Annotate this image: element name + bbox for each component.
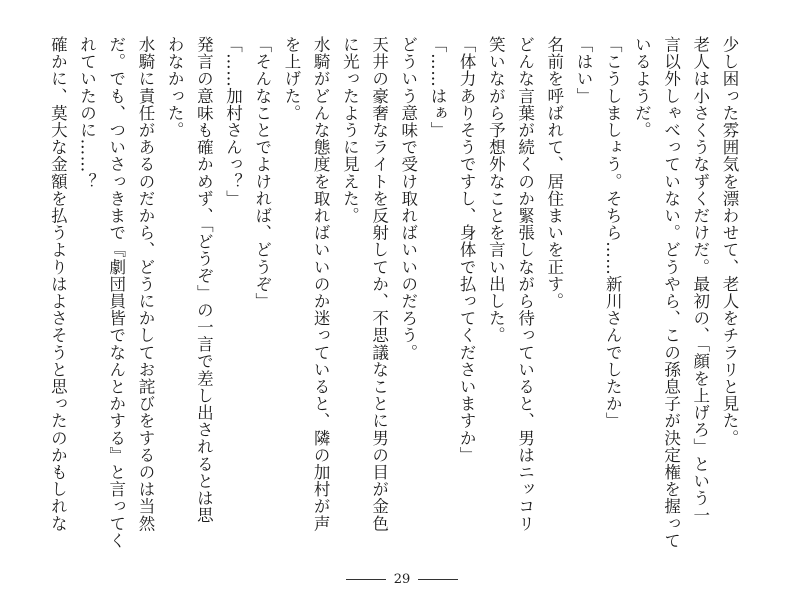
text-line: れていたのに……？: [77, 36, 97, 190]
text-line: 水騎に責任があるのだから、どうにかしてお詫びをするのは当然: [135, 36, 155, 532]
text-line: 「こうしましょう。そちら……新川さんでしたか」: [603, 36, 623, 430]
text-line: 天井の豪奢なライトを反射してか、不思議なことに男の目が金色: [369, 36, 389, 532]
text-line: だ。でも、ついさっきまで『劇団員皆でなんとかする』と言ってく: [106, 36, 126, 549]
vertical-text-body: [48, 36, 744, 556]
page-footer: [0, 572, 804, 587]
text-line: 「そんなことでよければ、どうぞ」: [252, 36, 272, 310]
text-line: 少し困った雰囲気を漂わせて、老人をチラリと見た。: [720, 36, 739, 447]
footer-rule-left: [346, 579, 386, 580]
text-line: 「はい」: [573, 36, 593, 105]
text-line: 発言の意味も確かめず、「どうぞ」の一言で差し出されるとは思: [194, 36, 214, 524]
text-line: わなかった。: [165, 36, 185, 139]
text-line: 「体力ありそうですし、身体で払ってくださいますか」: [457, 36, 477, 464]
text-line: 「……加村さんっ？」: [223, 36, 243, 207]
page-number: 29: [393, 572, 411, 587]
text-line: どういう意味で受け取ればいいのだろう。: [398, 36, 418, 361]
text-line: 水騎がどんな態度を取ればいいのか迷っていると、隣の加村が声: [311, 36, 331, 532]
footer-rule-right: [418, 579, 458, 580]
text-line: 老人は小さくうなずくだけだ。最初の、「顔を上げろ」という一: [690, 36, 710, 524]
text-line: どんな言葉が続くのか緊張しながら待っていると、男はニッコリ: [515, 36, 535, 532]
text-line: 名前を呼ばれて、居住まいを正す。: [544, 36, 564, 310]
text-line: 確かに、莫大な金額を払うよりはよさそうと思ったのかもしれな: [48, 36, 68, 532]
text-line: 笑いながら予想外なことを言い出した。: [486, 36, 506, 344]
text-line: いるようだ。: [632, 36, 652, 139]
text-line: を上げた。: [281, 36, 301, 122]
text-line: 言以外しゃべっていない。どうやら、この孫息子が決定権を握って: [661, 36, 681, 549]
text-line: 「……はぁ」: [427, 36, 447, 139]
text-line: に光ったように見えた。: [340, 36, 360, 225]
